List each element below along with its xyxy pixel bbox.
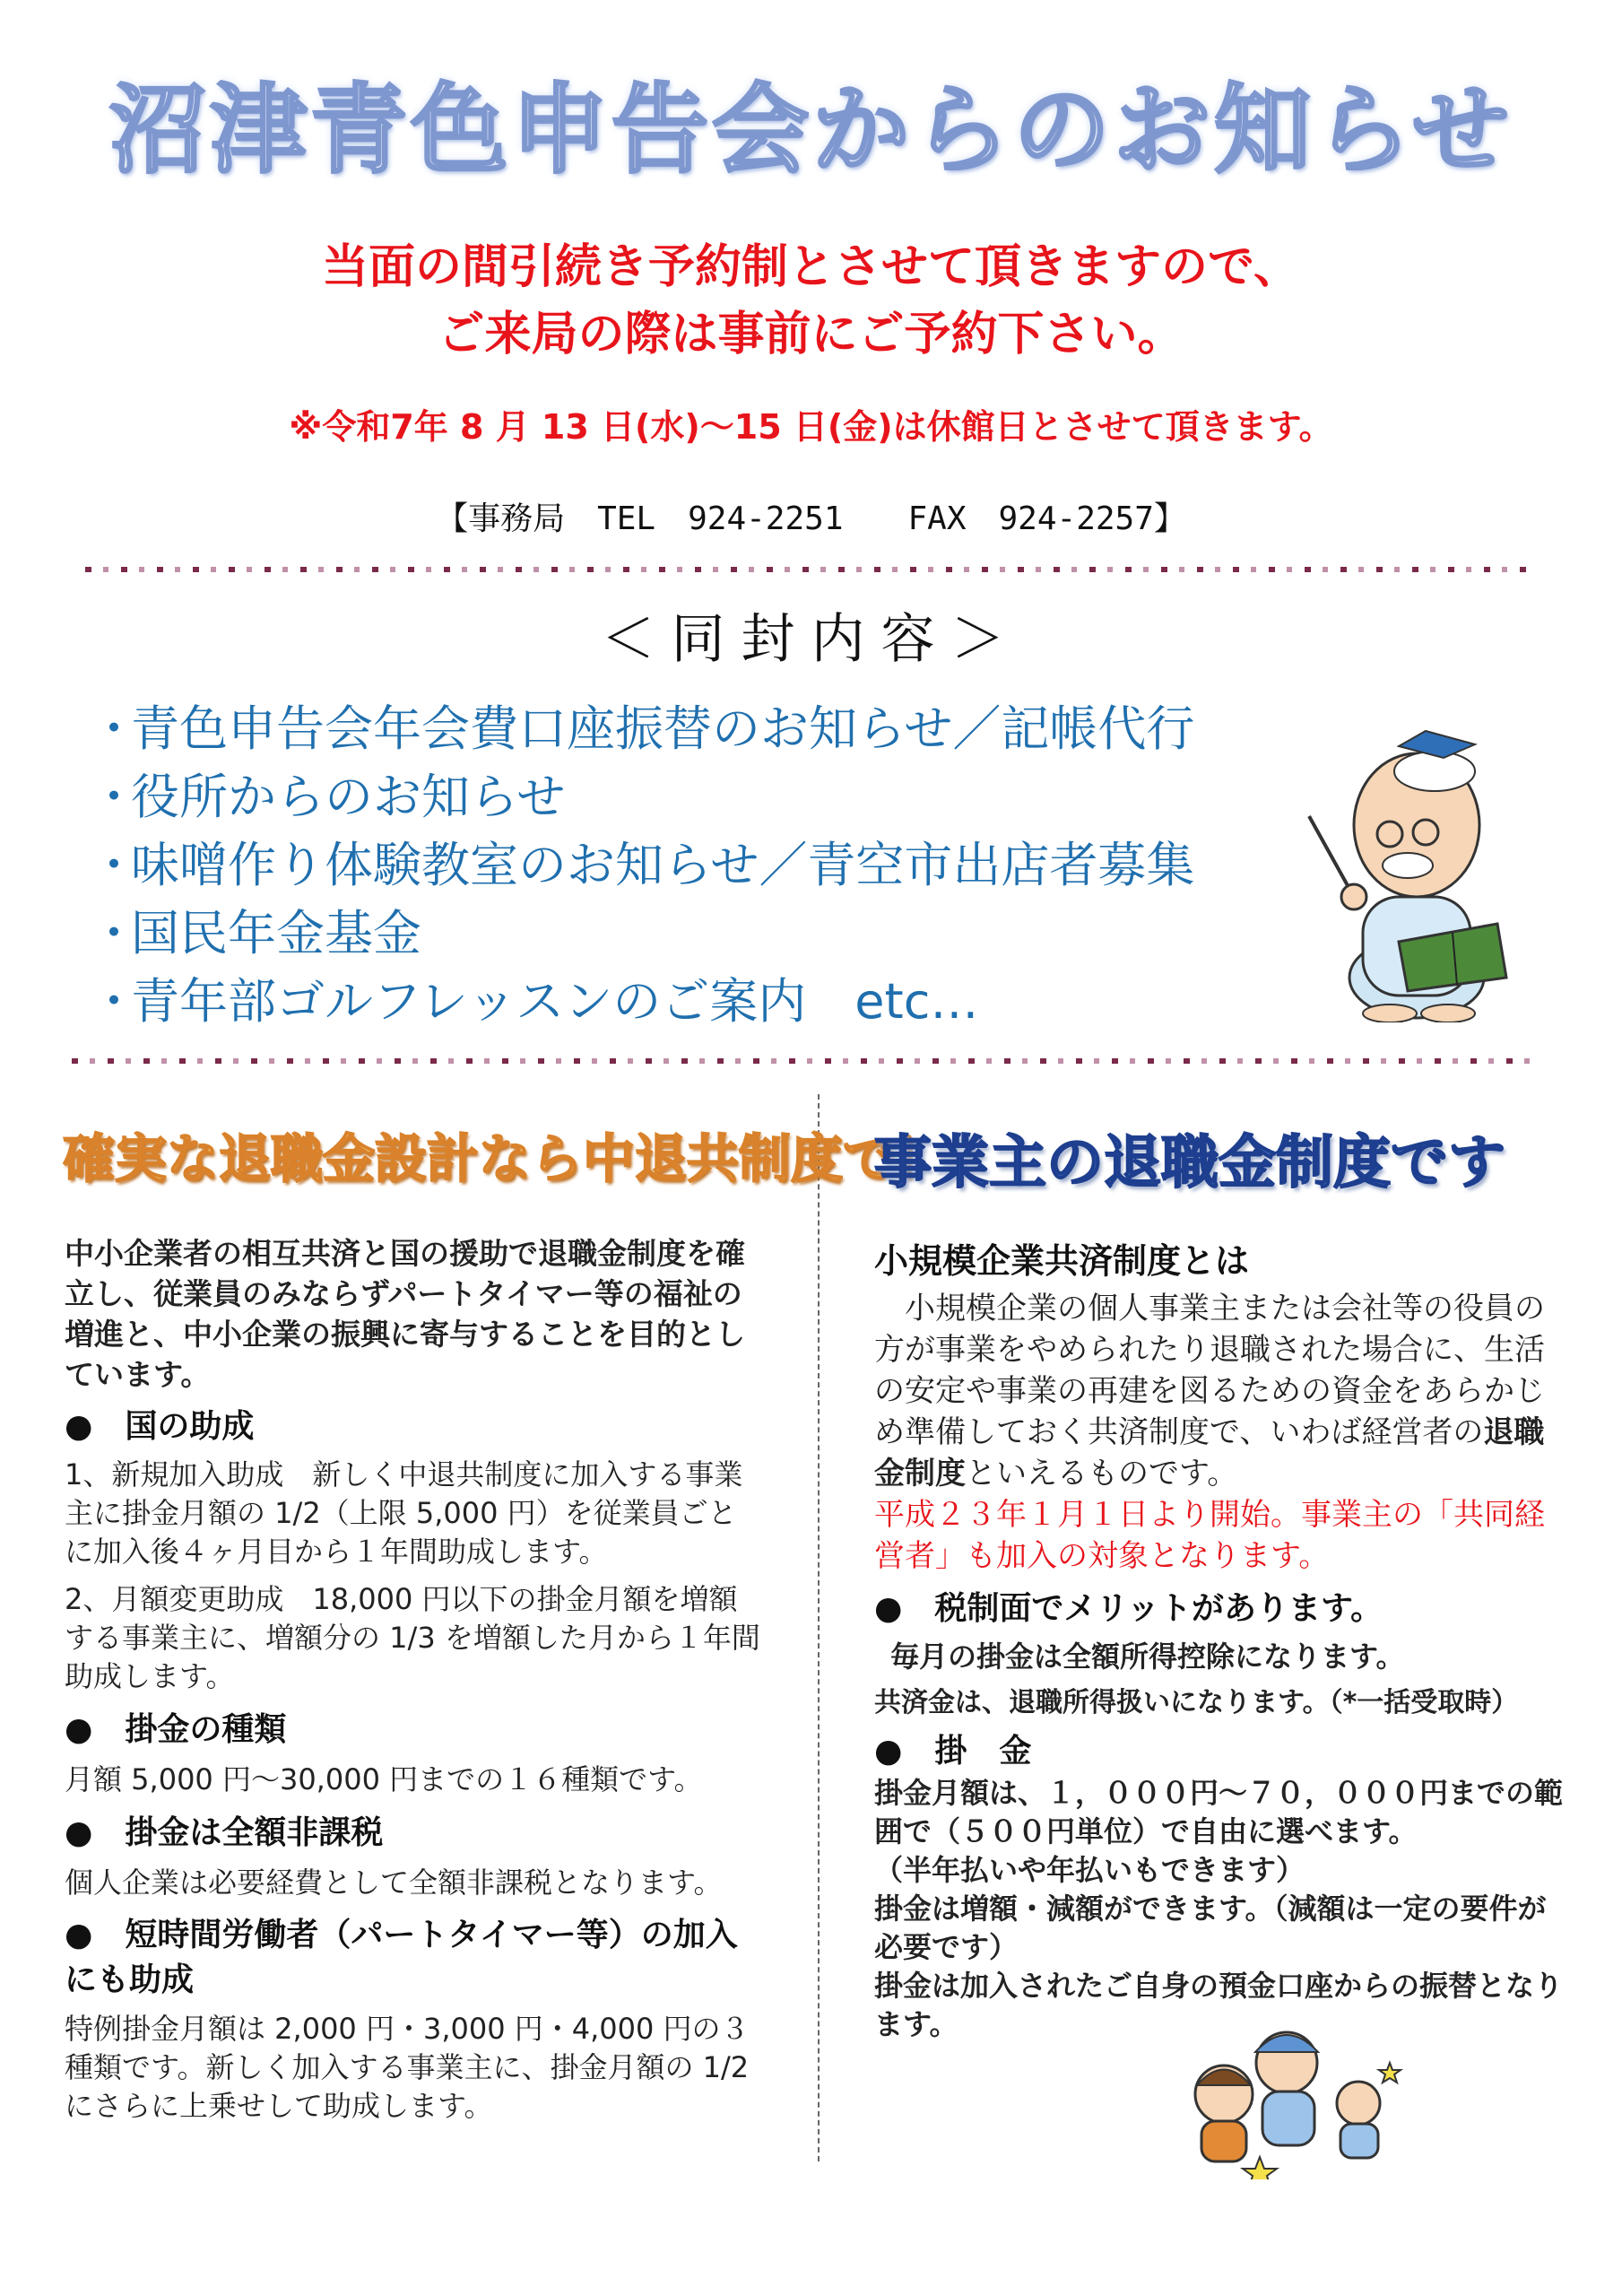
children-illustration [1175,2009,1408,2179]
left-section2-title: ● 掛金の種類 [65,1711,287,1748]
right-column-heading: 事業主の退職金制度です [874,1130,1505,1196]
dotted-divider-top [85,567,1538,572]
bullet-dot: ・ [90,769,138,825]
left-section1-title: ● 国の助成 [65,1408,255,1445]
right-para1-bold: 退職金制度 [874,1414,1545,1492]
right-section2-para2: （半年払いや年払いもできます） [874,1853,1305,1887]
right-section2-para1: 掛金月額は、１，０００円～７０，０００円までの範囲で（５００円単位）で自由に選べます。 [874,1776,1564,1848]
reservation-notice-line1: 当面の間引続き予約制とさせて頂きますので、 [322,240,1300,294]
right-section1-title: ● 税制面でメリットがあります。 [874,1590,1383,1627]
left-section1-para2: 2、月額変更助成 18,000 円以下の掛金月額を増額する事業主に、増額分の 1/3 を増額した月から１年間助成します。 [65,1582,760,1693]
reservation-notice-line2: ご来局の際は事前にご予約下さい。 [438,308,1184,361]
left-section2-para: 月額 5,000 円～30,000 円までの１６種類です。 [65,1762,703,1796]
left-section3-title: ● 掛金は全額非課税 [65,1814,384,1851]
right-para1-text: 小規模企業の個人事業主または会社等の役員の方が事業をやめられたり退職された場合に、生活の安定や事業の再建を図るための資金をあらかじめ準備しておく共済制度で、いわば経営者の [874,1291,1545,1450]
right-section2-para3: 掛金は増額・減額ができます。（減額は一定の要件が必要です） [874,1892,1547,1964]
right-para1-red: 平成２３年１月１日より開始。事業主の「共同経営者」も加入の対象となります。 [874,1497,1545,1574]
left-section1-para1: 1、新規加入助成 新しく中退共制度に加入する事業主に掛金月額の 1/2（上限 5,000 円）を従業員ごとに加入後４ヶ月目から１年間助成します。 [65,1457,743,1569]
right-column-body [874,1238,1574,2044]
left-column-heading: 確実な退職金設計なら中退共制度で！ [63,1128,948,1189]
list-item [90,831,1309,900]
professor-mascot-illustration [1291,718,1524,1022]
dotted-divider-bottom [72,1058,1542,1064]
column-divider [818,1094,820,2161]
left-intro: 中小企業者の相互共済と国の援助で退職金制度を確立し、従業員のみならずパートタイマー等の福祉の増進と、中小企業の振興に寄与することを目的としています。 [65,1236,745,1392]
holiday-notice: ※令和7年 8 月 13 日(水)～15 日(金)は休館日とさせて頂きます。 [289,407,1333,447]
list-item-text: 青色申告会年会費口座振替のお知らせ／記帳代行 [131,700,1195,757]
right-section2-title: ● 掛 金 [874,1733,1032,1770]
left-section4-title: ● 短時間労働者（パートタイマー等）の加入にも助成 [65,1917,738,1998]
bullet-dot: ・ [90,700,138,757]
list-item-text: 味噌作り体験教室のお知らせ／青空市出店者募集 [131,837,1195,893]
list-item-text: 役所からのお知らせ [131,769,566,825]
right-section1-para1: 毎月の掛金は全額所得控除になります。 [890,1639,1405,1674]
list-item [90,968,1309,1036]
bullet-dot: ・ [90,837,138,893]
bullet-dot: ・ [90,905,138,961]
list-item-text: 青年部ゴルフレッスンのご案内 etc… [131,973,979,1030]
left-column-body [65,1233,764,2126]
list-item [90,763,1309,831]
page-title: 沼津青色申告会からのお知らせ [109,74,1513,187]
right-para1 [874,1288,1574,1494]
right-section1-para2: 共済金は、退職所得扱いになります。（*一括受取時） [874,1687,1519,1718]
enclosure-heading: ＜同封内容＞ [601,608,1021,671]
right-subheading: 小規模企業共済制度とは [874,1241,1250,1281]
right-para1-end: といえるものです。 [966,1456,1238,1492]
bullet-dot: ・ [90,973,138,1030]
list-item-text: 国民年金基金 [131,905,421,961]
office-contact: 【事務局 TEL 924-2251 FAX 924-2257】 [436,500,1186,537]
enclosure-list [90,695,1309,1036]
list-item [90,695,1309,763]
left-section4-para: 特例掛金月額は 2,000 円・3,000 円・4,000 円の３種類です。新しく加入する事業主に、掛金月額の 1/2 にさらに上乗せして助成します。 [65,2012,750,2123]
list-item [90,900,1309,968]
left-section3-para: 個人企業は必要経費として全額非課税となります。 [65,1866,723,1900]
right-section2-para4: 掛金は加入されたご自身の預金口座からの振替となります。 [874,1969,1564,2041]
